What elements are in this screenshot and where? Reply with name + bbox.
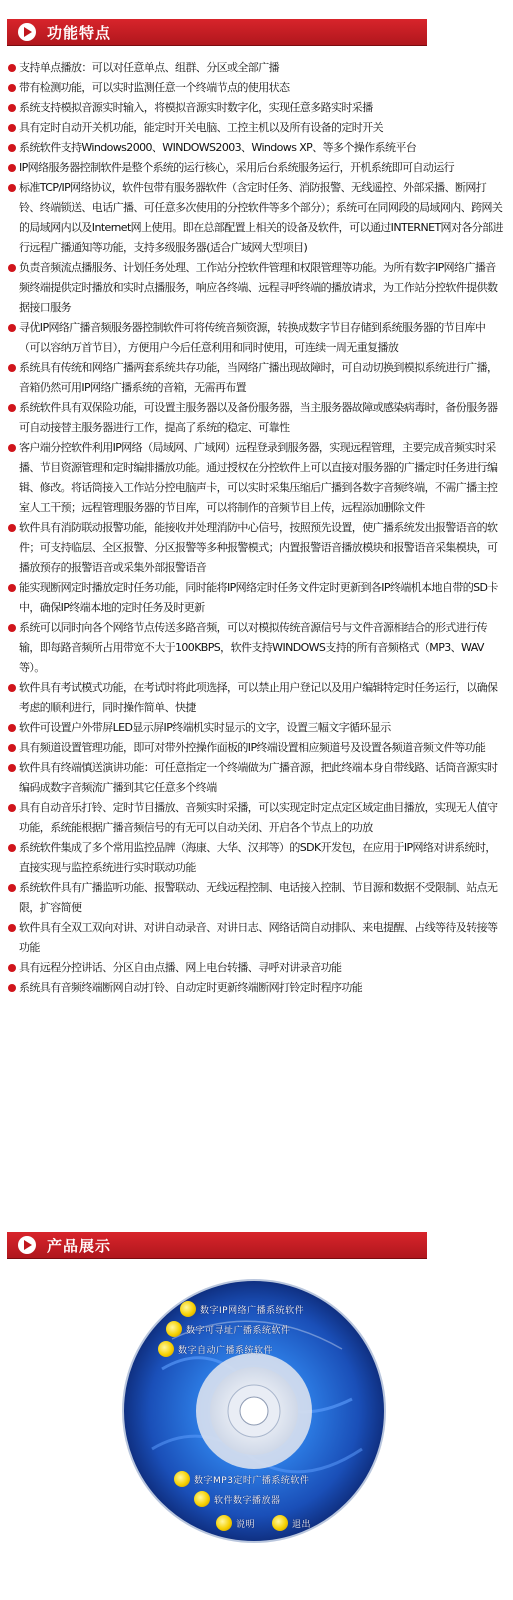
feature-item: 具有频道设置管理功能，即可对带外控操作面板的IP终端设置相应频道号及设置各频道音频文件等功能 bbox=[7, 738, 503, 758]
section-header-products bbox=[7, 1232, 427, 1259]
section-header-features bbox=[7, 19, 427, 46]
feature-item: 系统可以同时向各个网络节点传送多路音频，可以对模拟传统音源信号与文件音源相结合的形式进行传输，即每路音频所占用带宽不大于100KBPS，软件支持WINDOWS支持的所有音频格式（MP3、WAV等）。 bbox=[7, 618, 503, 678]
menu-bullet-icon[interactable] bbox=[174, 1471, 190, 1487]
feature-item: 系统软件具有双保险功能，可设置主服务器以及备份服务器，当主服务器故障或感染病毒时，备份服务器可自动接替主服务器进行工作，提高了系统的稳定、可靠性 bbox=[7, 398, 503, 438]
feature-item: 具有远程分控讲话、分区自由点播、网上电台转播、寻呼对讲录音功能 bbox=[7, 958, 503, 978]
feature-item: 软件具有全双工双向对讲、对讲自动录音、对讲日志、网络话筒自动排队、来电提醒、占线等待及转接等功能 bbox=[7, 918, 503, 958]
feature-item: 具有自动音乐打铃、定时节目播放、音频实时采播，可以实现定时定点定区域定曲目播放，实现无人值守功能，系统能根据广播音频信号的有无可以自动关闭、开启各个节点上的功放 bbox=[7, 798, 503, 838]
section-title: 功能特点 bbox=[47, 24, 112, 42]
feature-item: 标准TCP/IP网络协议，软件包带有服务器软件（含定时任务、消防报警、无线遥控、外部采播、断网打铃、终端锁送、电话广播、可任意多次使用的分控软件等多个部分）；系统可在同网段的局域网内、跨网关的局域网内以及Internet网上使用。即在总部配置上相关的设备及软件，可以通过INTERNET网对各分部进行远程广播通知等功能，支持多级服务器(适合广域网大型项目) bbox=[7, 178, 503, 258]
feature-item: 系统软件支持Windows2000、WINDOWS2003、Windows XP、等多个操作系统平台 bbox=[7, 138, 503, 158]
feature-item: 软件具有考试模式功能，在考试时将此项选择，可以禁止用户登记以及用户编辑特定时任务运行，以确保考虑的顺利进行，同时操作简单、快捷 bbox=[7, 678, 503, 718]
disc-menu-item[interactable]: 数字自动广播系统软件 bbox=[178, 1346, 274, 1356]
feature-item: 支持单点播放：可以对任意单点、组群、分区或全部广播 bbox=[7, 58, 503, 78]
feature-item: 系统具有音频终端断网自动打铃、自动定时更新终端断网打铃定时程序功能 bbox=[7, 978, 503, 998]
disc-menu-item[interactable]: 退出 bbox=[292, 1520, 312, 1530]
feature-item: 系统支持模拟音源实时输入，将模拟音源实时数字化，实现任意多路实时采播 bbox=[7, 98, 503, 118]
menu-bullet-icon[interactable] bbox=[166, 1321, 182, 1337]
feature-item: 系统软件集成了多个常用监控品牌（海康、大华、汉邦等）的SDK开发包，在应用于IP网络对讲系统时，直接实现与监控系统进行实时联动功能 bbox=[7, 838, 503, 878]
feature-item: 具有定时自动开关机功能，能定时开关电脑、工控主机以及所有设备的定时开关 bbox=[7, 118, 503, 138]
chevron-right-icon bbox=[18, 23, 36, 41]
section-title: 产品展示 bbox=[47, 1237, 112, 1255]
disc-menu-item[interactable]: 软件数字播放器 bbox=[214, 1496, 281, 1506]
feature-item: 负责音频流点播服务、计划任务处理、工作站分控软件管理和权限管理等功能。为所有数字IP网络广播音频终端提供定时播放和实时点播服务，响应各终端、远程寻呼终端的播放请求，为工作站分控软件提供数据接口服务 bbox=[7, 258, 503, 318]
feature-item: 系统软件具有广播监听功能、报警联动、无线远程控制、电话接入控制、节目源和数据不受限制、站点无限，扩容简便 bbox=[7, 878, 503, 918]
disc-menu-item[interactable]: 说明 bbox=[236, 1520, 256, 1530]
menu-bullet-icon[interactable] bbox=[194, 1491, 210, 1507]
feature-item: 软件具有终端慎送演讲功能：可任意指定一个终端做为广播音源，把此终端本身自带线路、话筒音源实时编码成数字音频流广播到其它任意多个终端 bbox=[7, 758, 503, 798]
menu-bullet-icon[interactable] bbox=[158, 1341, 174, 1357]
feature-item: 客户端分控软件利用IP网络（局域网、广域网）远程登录到服务器，实现远程管理，主要完成音频实时采播、节目资源管理和定时编排播放功能。通过授权在分控软件上可以直接对服务器的广播定时任务进行编辑、修改。将话筒接入工作站分控电脑声卡，可以实时采集压缩后广播到各数字音频终端，不需广播主控室人工干预；远程管理服务器的节目库，可以将制作的音频节目上传，远程添加删除文件 bbox=[7, 438, 503, 518]
menu-bullet-icon[interactable] bbox=[216, 1515, 232, 1531]
menu-bullet-icon[interactable] bbox=[272, 1515, 288, 1531]
feature-list bbox=[7, 58, 503, 998]
feature-item: 寻优IP网络广播音频服务器控制软件可将传统音频资源，转换成数字节目存储到系统服务器的节目库中（可以容纳万首节目），方便用户今后任意利用和同时使用，可连续一周无重复播放 bbox=[7, 318, 503, 358]
disc-menu-item[interactable]: 数字IP网络广播系统软件 bbox=[200, 1306, 305, 1316]
disc-menu-item[interactable]: 数字MP3定时广播系统软件 bbox=[194, 1476, 310, 1486]
feature-item: 系统具有传统和网络广播两套系统共存功能，当网络广播出现故障时，可自动切换到模拟系统进行广播，音箱仍然可用IP网络广播系统的音箱，无需再布置 bbox=[7, 358, 503, 398]
feature-item: IP网络服务器控制软件是整个系统的运行核心，采用后台系统服务运行，开机系统即可自动运行 bbox=[7, 158, 503, 178]
feature-item: 带有检测功能，可以实时监测任意一个终端节点的使用状态 bbox=[7, 78, 503, 98]
feature-item: 软件可设置户外带屏LED显示屏IP终端机实时显示的文字，设置三幅文字循环显示 bbox=[7, 718, 503, 738]
menu-bullet-icon[interactable] bbox=[180, 1301, 196, 1317]
feature-item: 软件具有消防联动报警功能，能接收并处理消防中心信号，按照预先设置，使广播系统发出报警语音的软件；可支持临层、全区报警、分区报警等多种报警模式；内置报警语音播放模块和报警语音采集模块，可播放预存的报警语音或采集外部报警语音 bbox=[7, 518, 503, 578]
feature-item: 能实现断网定时播放定时任务功能，同时能将IP网络定时任务文件定时更新到各IP终端机本地自带的SD卡中，确保IP终端本地的定时任务及时更新 bbox=[7, 578, 503, 618]
disc-menu-item[interactable]: 数字可寻址广播系统软件 bbox=[186, 1326, 291, 1336]
chevron-right-icon bbox=[18, 1236, 36, 1254]
software-cd-image bbox=[122, 1279, 386, 1543]
